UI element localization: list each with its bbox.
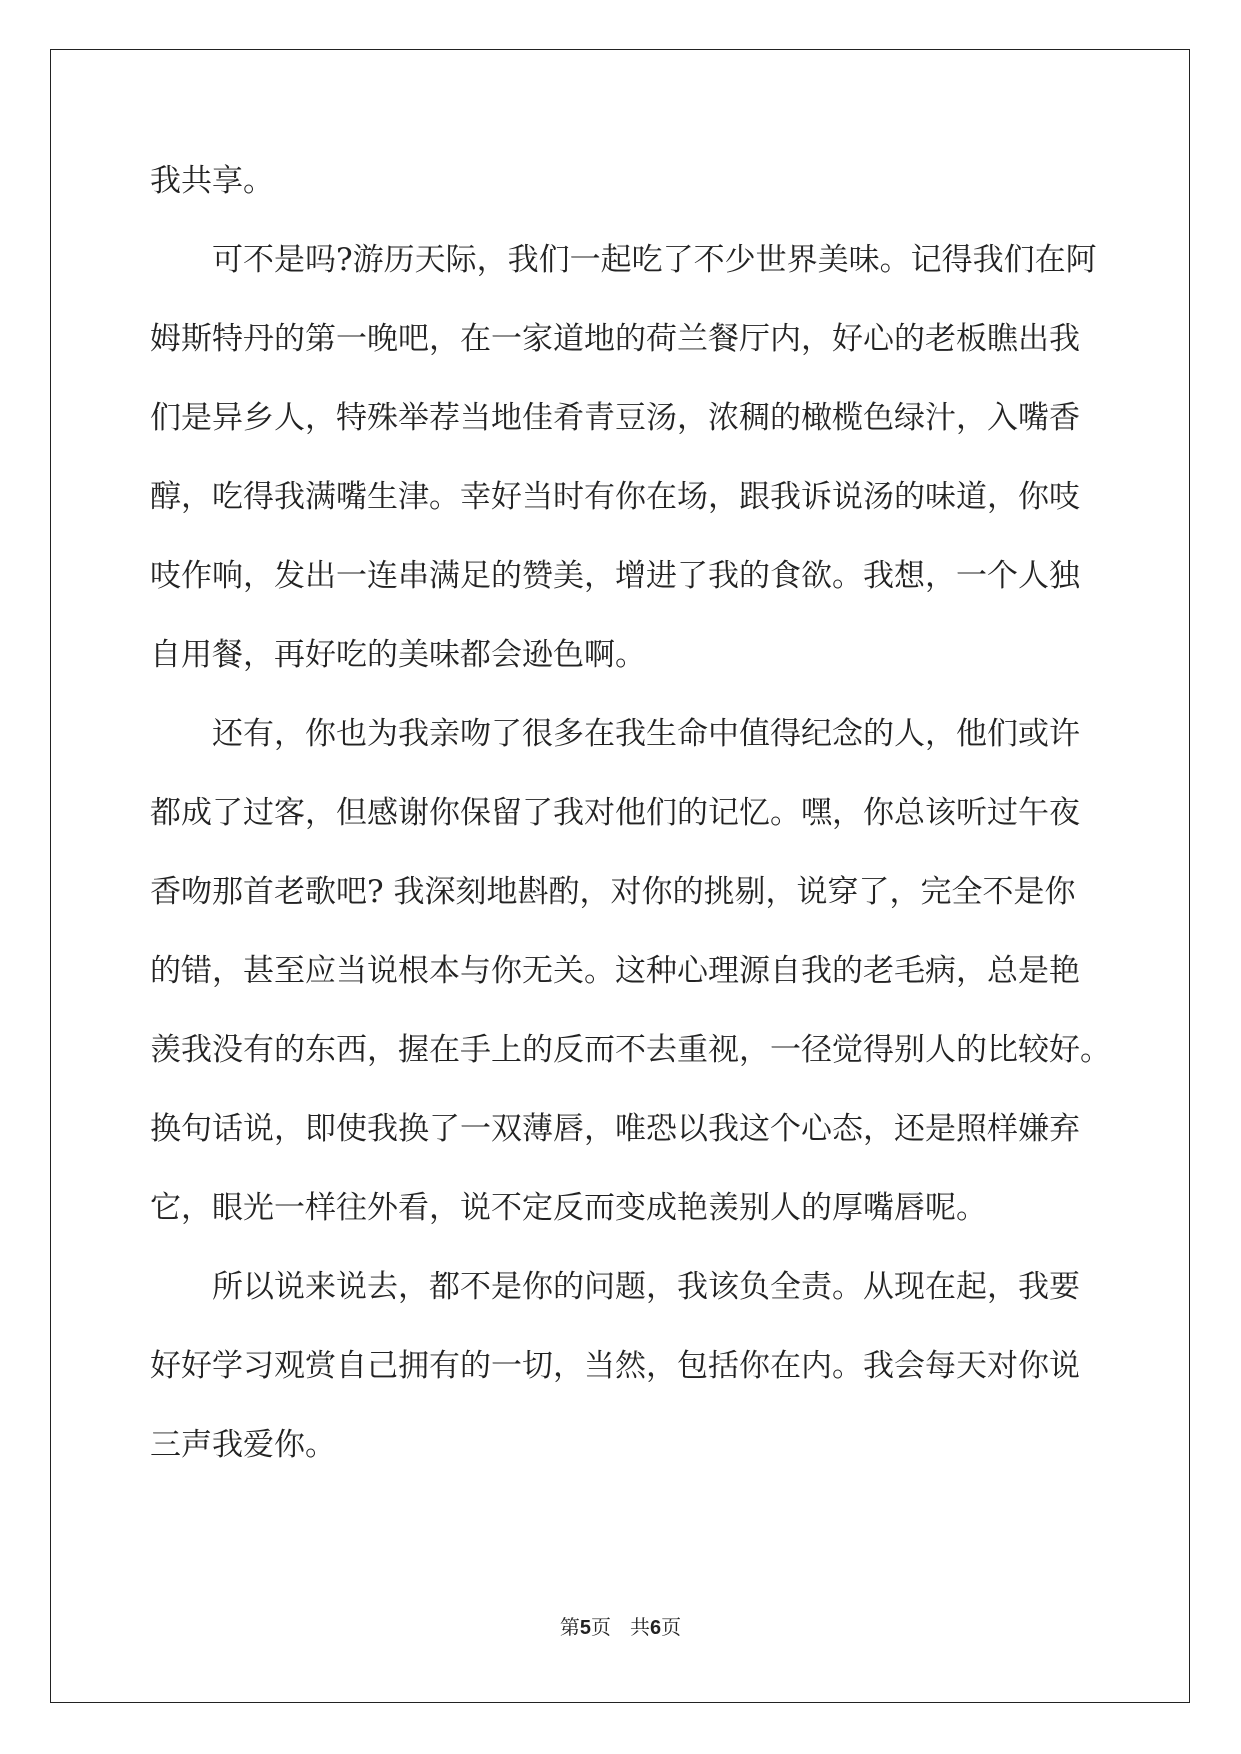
text-line: 吱作响，发出一连串满足的赞美，增进了我的食欲。我想，一个人独 — [150, 558, 1080, 594]
text-line: 我共享。 — [150, 163, 274, 199]
text-line: 们是异乡人，特殊举荐当地佳肴青豆汤，浓稠的橄榄色绿汁，入嘴香 — [150, 400, 1080, 436]
total-suffix: 页 — [661, 1615, 682, 1639]
text-line: 都成了过客，但感谢你保留了我对他们的记忆。嘿，你总该听过午夜 — [150, 795, 1080, 831]
page-footer — [0, 1611, 1241, 1640]
text-line: 的错，甚至应当说根本与你无关。这种心理源自我的老毛病，总是艳 — [150, 953, 1080, 989]
text-line: 还有，你也为我亲吻了很多在我生命中值得纪念的人，他们或许 — [212, 716, 1080, 752]
page-current-number: 5 — [579, 1617, 591, 1639]
text-line: 好好学习观赏自己拥有的一切，当然，包括你在内。我会每天对你说 — [150, 1348, 1080, 1384]
text-line: 姆斯特丹的第一晚吧，在一家道地的荷兰餐厅内，好心的老板瞧出我 — [150, 321, 1080, 357]
total-prefix: 共 — [630, 1615, 651, 1639]
page-suffix: 页 — [590, 1615, 611, 1639]
text-line: 换句话说，即使我换了一双薄唇，唯恐以我这个心态，还是照样嫌弃 — [150, 1111, 1080, 1147]
text-line: 羡我没有的东西，握在手上的反而不去重视，一径觉得别人的比较好。 — [150, 1032, 1111, 1068]
page-prefix: 第 — [559, 1615, 580, 1639]
text-line: 醇，吃得我满嘴生津。幸好当时有你在场，跟我诉说汤的味道，你吱 — [150, 479, 1080, 515]
text-line: 三声我爱你。 — [150, 1427, 336, 1463]
text-line: 自用餐，再好吃的美味都会逊色啊。 — [150, 637, 646, 673]
document-body — [150, 162, 1111, 1505]
text-line: 所以说来说去，都不是你的问题，我该负全责。从现在起，我要 — [212, 1269, 1080, 1305]
text-line: 可不是吗?游历天际，我们一起吃了不少世界美味。记得我们在阿 — [212, 242, 1097, 278]
page-total-number: 6 — [650, 1617, 662, 1639]
text-line: 它，眼光一样往外看，说不定反而变成艳羡别人的厚嘴唇呢。 — [150, 1190, 987, 1226]
text-line: 香吻那首老歌吧? 我深刻地斟酌，对你的挑剔，说穿了，完全不是你 — [150, 874, 1076, 910]
